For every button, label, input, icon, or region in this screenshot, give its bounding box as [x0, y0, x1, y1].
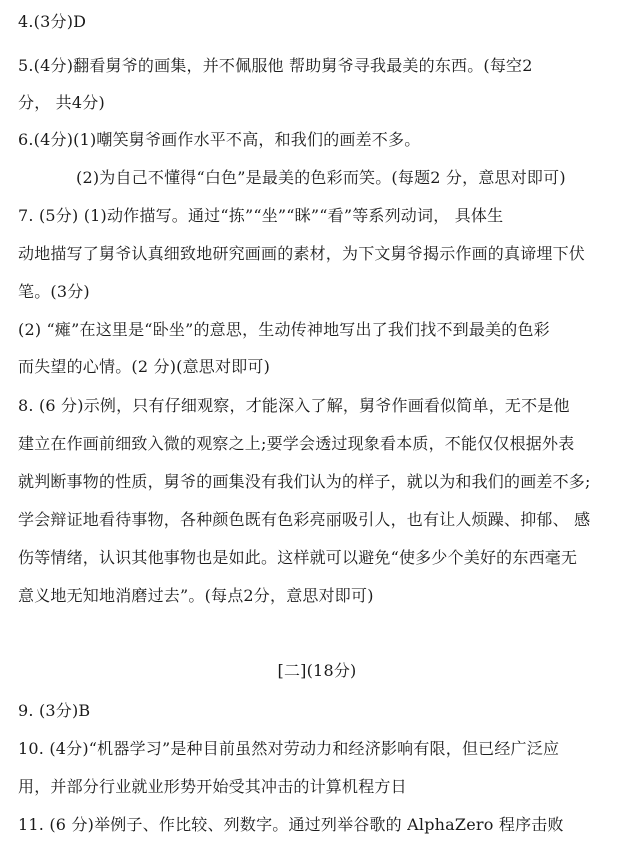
answer-line-q8-cont5: 意义地无知地消磨过去”。(每点2分，意思对即可) [18, 586, 374, 605]
answer-line-q7-cont2: 笔。(3分) [18, 282, 90, 301]
answer-line-q8-cont3: 学会辩证地看待事物，各种颜色既有色彩亮丽吸引人，也有让人烦躁、抑郁、 感 [18, 510, 591, 529]
answer-line-q10-cont: 用，并部分行业就业形势开始受其冲击的计算机程方日 [18, 777, 407, 796]
answer-line-q7-cont1: 动地描写了舅爷认真细致地研究画画的素材，为下文舅爷揭示作画的真谛埋下伏 [18, 244, 586, 263]
section-heading: [二](18分) [277, 661, 357, 680]
answer-line-q10: 10. (4分)“机器学习”是种目前虽然对劳动力和经济影响有限，但已经广泛应 [18, 739, 560, 758]
answer-line-q9: 9. (3分)B [18, 701, 91, 720]
answer-line-q8-cont4: 伤等情绪，认识其他事物也是如此。这样就可以避免“使多少个美好的东西毫无 [18, 548, 578, 567]
answer-line-q5: 5.(4分)翻看舅爷的画集，并不佩服他 帮助舅爷寻我最美的东西。(每空2 [18, 56, 533, 75]
answer-line-q7-part2: (2) “瘫”在这里是“卧坐”的意思，生动传神地写出了我们找不到最美的色彩 [18, 320, 550, 339]
answer-line-q7: 7. (5分) (1)动作描写。通过“拣”“坐”“眯”“看”等系列动词， 具体生 [18, 206, 504, 225]
answer-line-q4: 4.(3分)D [18, 12, 87, 31]
answer-line-q8-cont1: 建立在作画前细致入微的观察之上;要学会透过现象看本质，不能仅仅根据外表 [18, 434, 575, 453]
answer-line-q7-part2-cont: 而失望的心情。(2 分)(意思对即可) [18, 357, 271, 376]
answer-line-q8: 8. (6 分)示例，只有仔细观察，才能深入了解，舅爷作画看似简单，无不是他 [18, 396, 570, 415]
answer-line-q8-cont2: 就判断事物的性质，舅爷的画集没有我们认为的样子，就以为和我们的画差不多; [18, 472, 591, 491]
answer-line-q5-cont: 分， 共4分) [18, 93, 105, 112]
answer-line-q11: 11. (6 分)举例子、作比较、列数字。通过列举谷歌的 AlphaZero 程序击败 [18, 815, 564, 834]
answer-line-q6: 6.(4分)(1)嘲笑舅爷画作水平不高，和我们的画差不多。 [18, 130, 421, 149]
answer-line-q6-part2: (2)为自己不懂得“白色”是最美的色彩而笑。(每题2 分，意思对即可) [76, 168, 566, 187]
